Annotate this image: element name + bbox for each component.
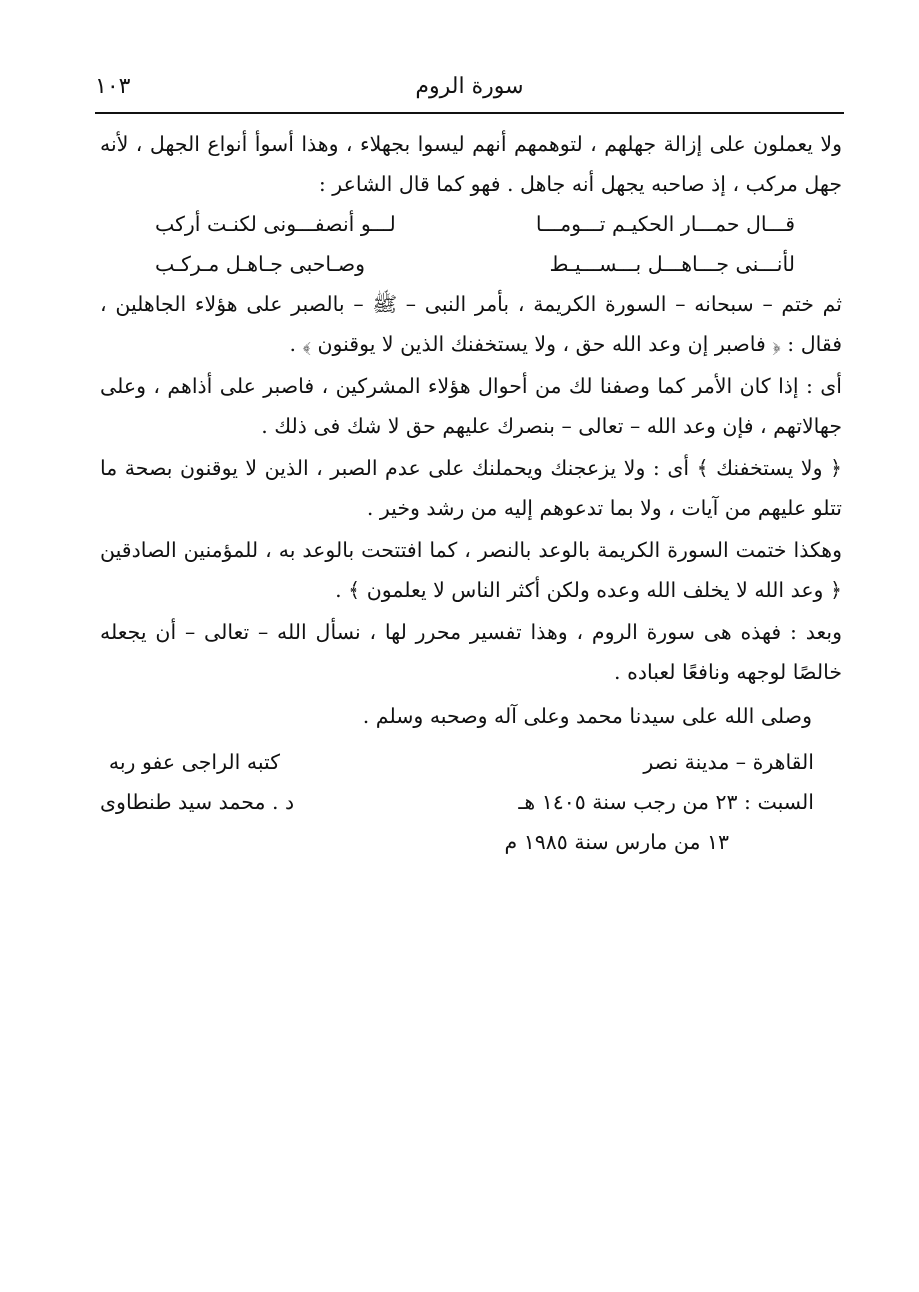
paragraph-2: ثم ختم – سبحانه – السورة الكريمة ، بأمر النبى – ﷺ – بالصبر على هؤلاء الجاهلين ، فقال : ﴿ فاصبر إن وعد الله حق ، ولا يستخفنك الذين لا يوقنون ﴾ .	[100, 292, 842, 356]
paragraph-6: وبعد : فهذه هى سورة الروم ، وهذا تفسير محرر لها ، نسأل الله – تعالى – أن يجعله خالصًا لوجهه ونافعًا لعباده .	[100, 620, 842, 684]
signature-date-gregorian: ١٣ من مارس سنة ١٩٨٥ م	[504, 830, 729, 854]
signature-row-1	[100, 742, 814, 782]
poem-hemistich-1a: قـــال حمـــار الحكيـم تـــومـــا	[535, 212, 795, 236]
running-title: سورة الروم	[415, 74, 524, 99]
poem-hemistich-2b: وصـاحبى جـاهـل مـركـب	[155, 252, 365, 276]
poem-line-1	[155, 204, 795, 244]
signature-row-2	[100, 782, 814, 822]
header-rule	[95, 112, 844, 114]
page-body	[100, 124, 842, 757]
poem-line-2	[155, 244, 795, 284]
poem-hemistich-1b: لـــو أنصفـــونى لكنـت أركب	[155, 212, 396, 236]
signature-author-intro: كتبه الراجى عفو ربه	[108, 750, 280, 774]
paragraph-3: أى : إذا كان الأمر كما وصفنا لك من أحوال هؤلاء المشركين ، فاصبر على أذاهم ، وعلى جهالاتهم ، فإن وعد الله – تعالى – بنصرك عليهم حق لا شك فى ذلك .	[100, 374, 842, 438]
paragraph-5: وهكذا ختمت السورة الكريمة بالوعد بالنصر ، كما افتتحت بالوعد به ، للمؤمنين الصادقين ﴿ وعد الله لا يخلف الله وعده ولكن أكثر الناس لا يعلمون ﴾ .	[100, 538, 842, 602]
page-header	[95, 70, 844, 104]
paragraph-4: ﴿ ولا يستخفنك ﴾ أى : ولا يزعجنك ويحملنك على عدم الصبر ، الذين لا يوقنون بصحة ما تتلو عليهم من آيات ، ولا بما تدعوهم إليه من رشد وخير .	[100, 456, 842, 520]
signature-date-hijri: السبت : ٢٣ من رجب سنة ١٤٠٥ هـ	[518, 790, 814, 814]
signature-block	[100, 742, 814, 862]
poem-hemistich-2a: لأنـــنى جـــاهـــل بـــســـيـط	[549, 252, 795, 276]
poem	[155, 204, 795, 284]
closing-prayer: وصلى الله على سيدنا محمد وعلى آله وصحبه وسلم .	[362, 704, 812, 728]
signature-place: القاهرة – مدينة نصر	[643, 750, 814, 774]
signature-author-name: د . محمد سيد طنطاوى	[100, 790, 295, 814]
page-number: ١٠٣	[95, 74, 131, 99]
paragraph-1: ولا يعملون على إزالة جهلهم ، لتوهمهم أنهم ليسوا بجهلاء ، وهذا أسوأ أنواع الجهل ، لأنه جهل مركب ، إذ صاحبه يجهل أنه جاهل . فهو كما قال الشاعر :	[100, 132, 842, 196]
